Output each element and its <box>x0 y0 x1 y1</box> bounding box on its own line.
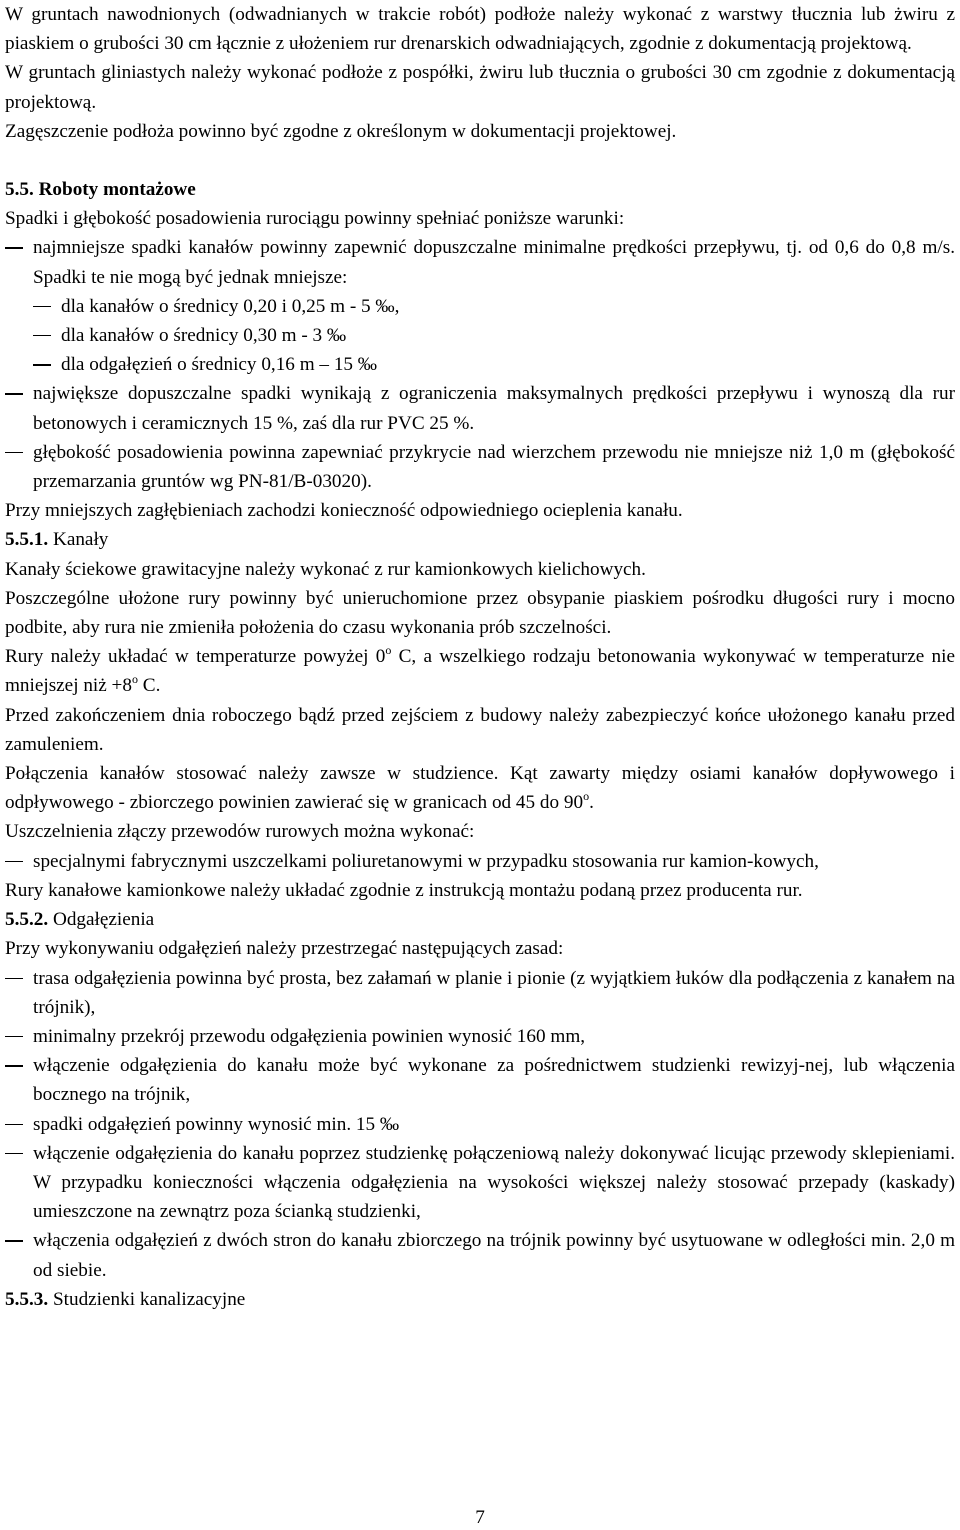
list-item-min-slope: najmniejsze spadki kanałów powinny zapewnić dopuszczalne minimalne prędkości przepływu, tj. od 0,6 do 0,8 m/s. Spadki te nie mogą być jednak mniejsze: <box>5 233 955 291</box>
list-item: trasa odgałęzienia powinna być prosta, bez załamań w planie i pionie (z wyjątkiem łuków dla podłączenia z kanałem na trójnik), <box>5 964 955 1022</box>
list-item: minimalny przekrój przewodu odgałęzienia powinien wynosić 160 mm, <box>5 1022 955 1051</box>
intro-paragraph-1: W gruntach nawodnionych (odwadnianych w trakcie robót) podłoże należy wykonać z warstwy tłucznia lub żwiru z piaskiem o grubości 30 cm łącznie z ułożeniem rur drenarskich odwadniających, zgodnie z dokumentacją projektową. <box>5 4 955 55</box>
sub-list-item: dla odgałęzień o średnicy 0,16 m – 15 ‰ <box>33 350 955 379</box>
list-item-depth: głębokość posadowienia powinna zapewniać przykrycie nad wierzchem przewodu nie mniejsze niż 1,0 m (głębokość przemarzania gruntów wg PN-81/B-03020). <box>5 438 955 496</box>
list-item: włączenie odgałęzienia do kanału poprzez studzienkę połączeniową należy dokonywać licując przewody sklepieniami. W przypadku konieczności włączenia odgałęzienia na wysokości większej należy stosować przepady (kaskady) umieszczone na zewnątrz poza ścianką studzienki, <box>5 1139 955 1227</box>
degree-superscript: o <box>131 672 138 687</box>
text-run: C. <box>137 675 161 697</box>
kanaly-paragraph-6: Uszczelnienia złączy przewodów rurowych można wykonać: <box>5 821 475 843</box>
section-number: 5.5.1. <box>5 529 49 551</box>
section-5-5-lead: Spadki i głębokość posadowienia rurociągu powinny spełniać poniższe warunki: <box>5 208 625 230</box>
sub-list-item: dla kanałów o średnicy 0,20 i 0,25 m - 5 ‰, <box>33 292 955 321</box>
kanaly-paragraph-5 <box>5 759 955 817</box>
text-run: . <box>589 792 594 814</box>
section-heading-5-5-1 <box>5 525 955 554</box>
section-heading-5-5-2 <box>5 905 955 934</box>
intro-paragraph-2: W gruntach gliniastych należy wykonać podłoże z pospółki, żwiru lub tłucznia o grubości 30 cm zgodnie z dokumentacją projektową. <box>5 62 955 113</box>
page-number: 7 <box>475 1507 485 1528</box>
list-item-seals: specjalnymi fabrycznymi uszczelkami poliuretanowymi w przypadku stosowania rur kamion-kowych, <box>5 847 955 876</box>
section-title: Odgałęzienia <box>48 909 155 931</box>
kanaly-paragraph-1: Kanały ściekowe grawitacyjne należy wykonać z rur kamionkowych kielichowych. <box>5 558 646 580</box>
section-number: 5.5.3. <box>5 1288 49 1310</box>
document-page <box>5 0 955 1314</box>
section-number: 5.5.2. <box>5 909 49 931</box>
list-item-max-slope: największe dopuszczalne spadki wynikają z ograniczenia maksymalnych prędkości przepływu i wynoszą dla rur betonowych i ceramicznych 15 %, zaś dla rur PVC 25 %. <box>5 379 955 437</box>
sub-list-item: dla kanałów o średnicy 0,30 m - 3 ‰ <box>33 321 955 350</box>
section-title: Kanały <box>48 529 109 551</box>
kanaly-paragraph-3 <box>5 642 955 700</box>
section-heading-5-5-3 <box>5 1285 955 1314</box>
list-item: spadki odgałęzień powinny wynosić min. 15 ‰ <box>5 1110 955 1139</box>
text-run: Rury należy układać w temperaturze powyżej 0 <box>5 646 386 668</box>
list-item: włączenie odgałęzienia do kanału może być wykonane za pośrednictwem studzienki rewizyj-nej, lub włączenia bocznego na trójnik, <box>5 1051 955 1109</box>
kanaly-paragraph-7: Rury kanałowe kamionkowe należy układać zgodnie z instrukcją montażu podaną przez producenta rur. <box>5 879 803 901</box>
section-gap <box>5 146 955 175</box>
text-run: C, a wszelkiego rodzaju betonowania wykonywać w temperaturze nie mniejszej niż +8 <box>5 646 955 697</box>
kanaly-paragraph-2: Poszczególne ułożone rury powinny być unieruchomione przez obsypanie piaskiem pośrodku długości rury i mocno podbite, aby rura nie zmieniła położenia do czasu wykonania prób szczelności. <box>5 587 955 639</box>
list-item: włączenia odgałęzień z dwóch stron do kanału zbiorczego na trójnik powinny być usytuowane w odległości min. 2,0 m od siebie. <box>5 1226 955 1284</box>
intro-paragraph-3: Zagęszczenie podłoża powinno być zgodne z określonym w dokumentacji projektowej. <box>5 120 677 142</box>
sub-list-slopes <box>5 292 955 380</box>
degree-superscript: o <box>385 643 392 658</box>
degree-superscript: o <box>583 789 590 804</box>
kanaly-paragraph-4: Przed zakończeniem dnia roboczego bądź przed zejściem z budowy należy zabezpieczyć końce ułożonego kanału przed zamuleniem. <box>5 704 955 755</box>
text-run: Połączenia kanałów stosować należy zawsze w studzience. Kąt zawarty między osiami kanałów dopływowego i odpływowego - zbiorczego powinien zawierać się w granicach od 45 do 90 <box>5 763 955 814</box>
section-heading-5-5: 5.5. Roboty montażowe <box>5 179 196 201</box>
section-5-5-after: Przy mniejszych zagłębieniach zachodzi konieczność odpowiedniego ocieplenia kanału. <box>5 500 683 522</box>
section-title: Studzienki kanalizacyjne <box>48 1288 246 1310</box>
section-5-5-2-lead: Przy wykonywaniu odgałęzień należy przestrzegać następujących zasad: <box>5 938 564 960</box>
